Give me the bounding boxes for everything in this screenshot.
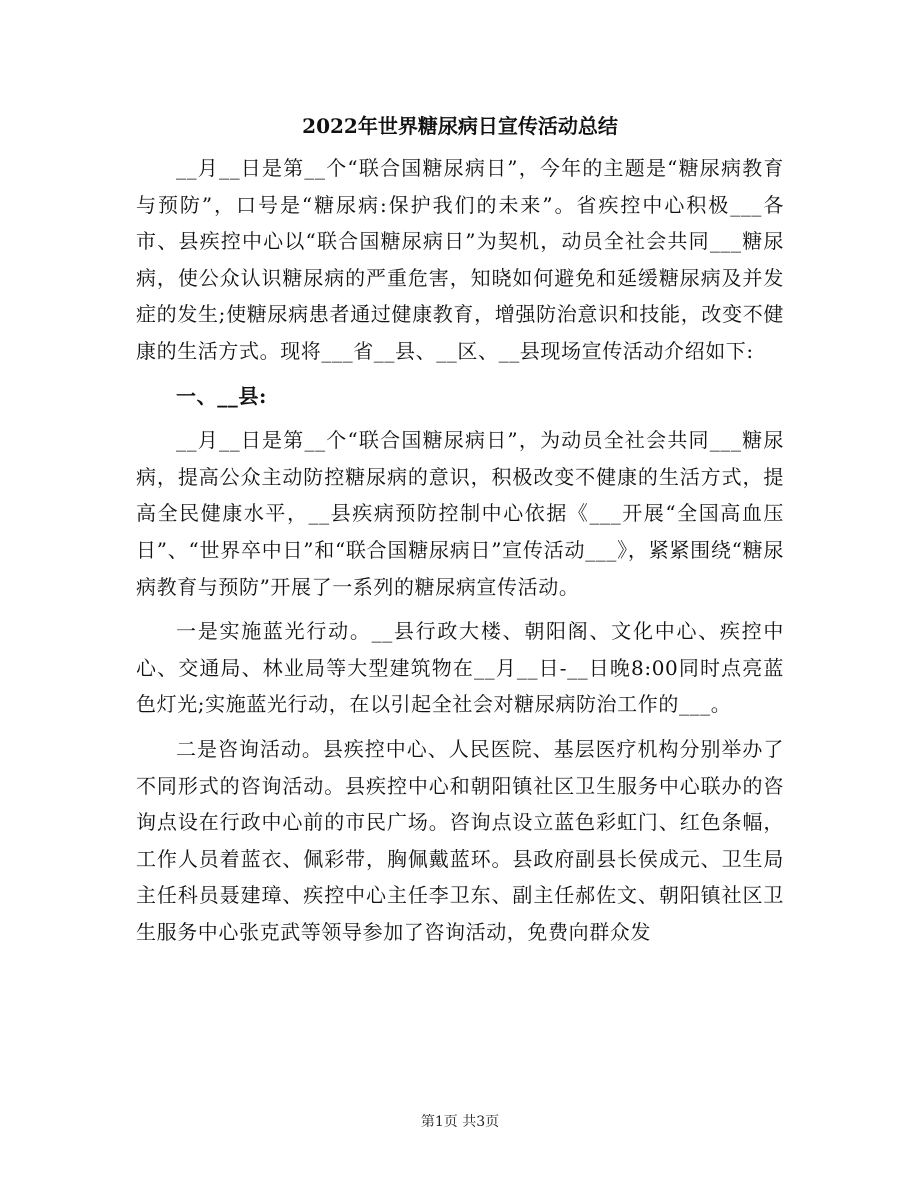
section-heading-county: 一、__县: — [176, 383, 267, 408]
paragraph-county-overview: __月__日是第__个“联合国糖尿病日”，为动员全社会共同___糖尿病，提高公众主动防控糖尿病的意识，积极改变不健康的生活方式，提高全民健康水平，__县疾病预防控制中心依据《___开展“全国高血压日”、“世界卒中日”和“联合国糖尿病日”宣传活动___》，紧紧围绕“糖尿病教育与预防”开展了一系列的糖尿病宣传活动。 — [136, 428, 784, 599]
document-title: 2022年世界糖尿病日宣传活动总结 — [302, 114, 618, 138]
page-number-footer: 第1页 共3页 — [420, 1114, 500, 1130]
paragraph-blue-light-action: 一是实施蓝光行动。__县行政大楼、朝阳阁、文化中心、疾控中心、交通局、林业局等大型建筑物在__月__日-__日晚8:00同时点亮蓝色灯光;实施蓝光行动，在以引起全社会对糖尿病防治工作的___。 — [136, 619, 784, 717]
paragraph-intro: __月__日是第__个“联合国糖尿病日”，今年的主题是“糖尿病教育与预防”，口号是“糖尿病:保护我们的未来”。省疾控中心积极___各市、县疾控中心以“联合国糖尿病日”为契机，动员全社会共同___糖尿病，使公众认识糖尿病的严重危害，知晓如何避免和延缓糖尿病及并发症的发生;使糖尿病患者通过健康教育，增强防治意识和技能，改变不健康的生活方式。现将___省__县、__区、__县现场宣传活动介绍如下: — [136, 156, 784, 363]
document-body — [136, 150, 784, 958]
paragraph-consultation-activity: 二是咨询活动。县疾控中心、人民医院、基层医疗机构分别举办了不同形式的咨询活动。县疾控中心和朝阳镇社区卫生服务中心联办的咨询点设在行政中心前的市民广场。咨询点设立蓝色彩虹门、红色条幅，工作人员着蓝衣、佩彩带，胸佩戴蓝环。县政府副县长侯成元、卫生局主任科员聂建璋、疾控中心主任李卫东、副主任郝佐文、朝阳镇社区卫生服务中心张克武等领导参加了咨询活动，免费向群众发 — [136, 736, 784, 944]
